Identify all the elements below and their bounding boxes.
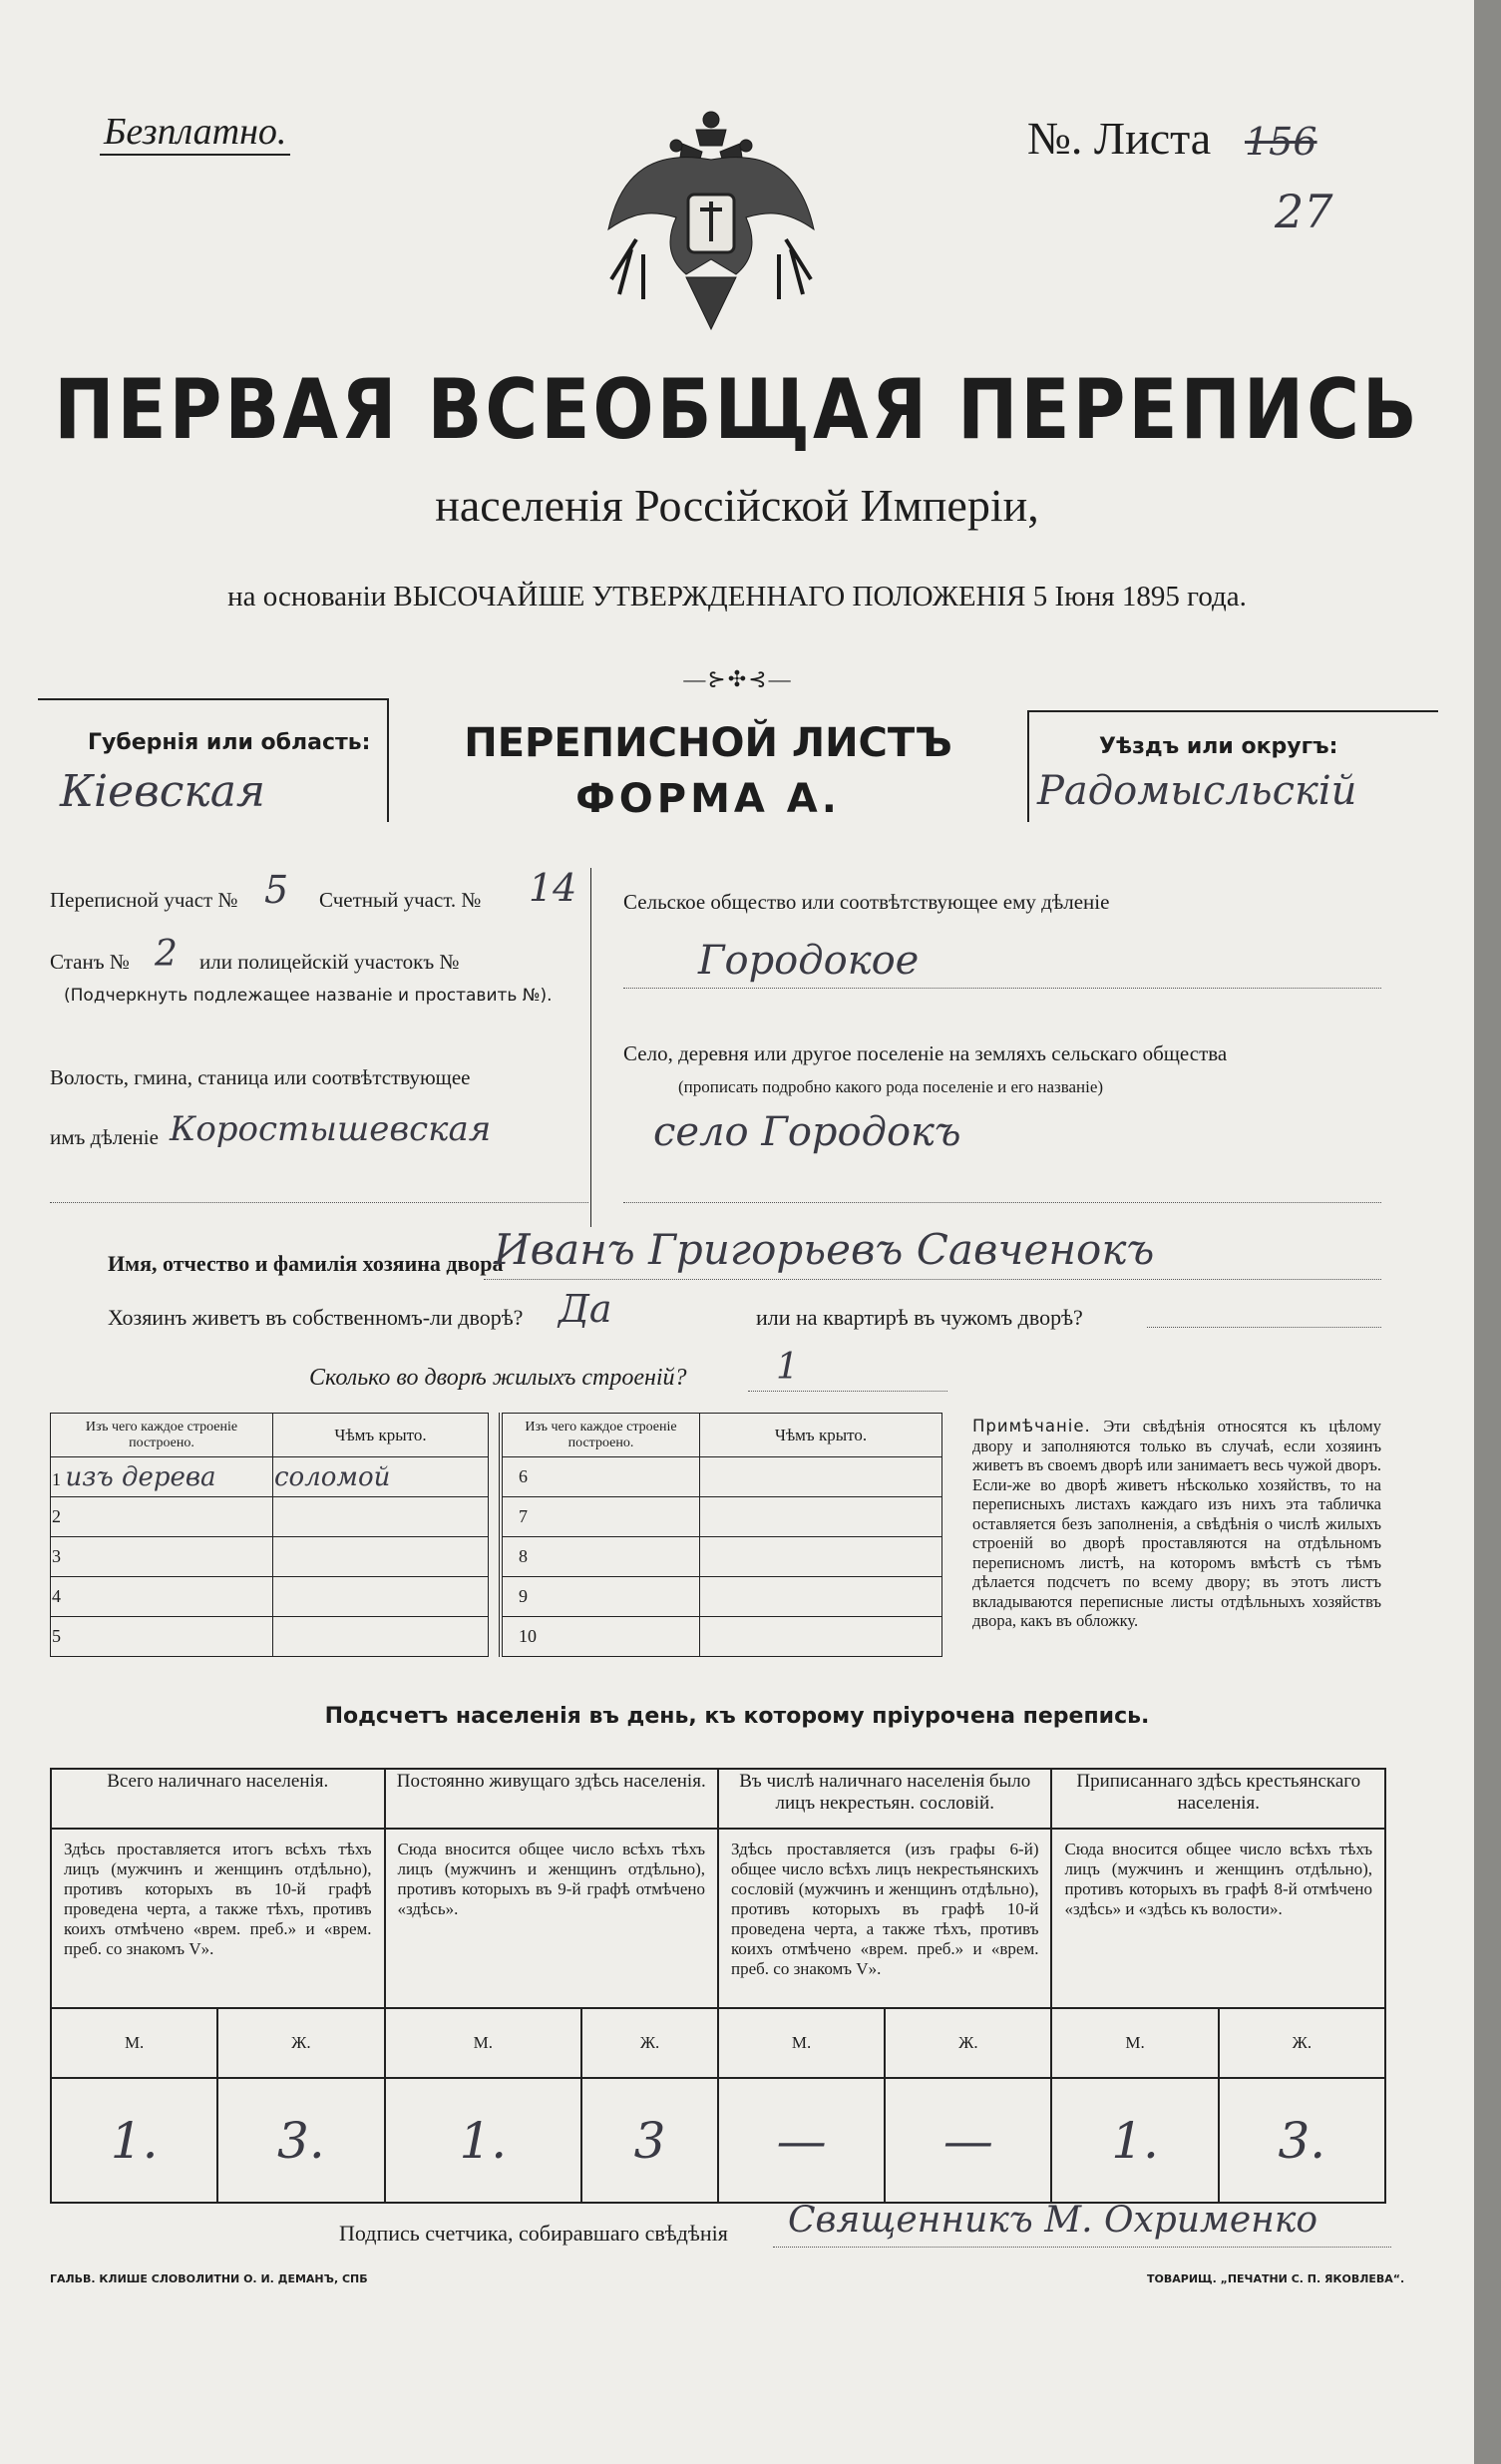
m-label: М. — [1051, 2008, 1218, 2078]
buildings-label: Сколько во дворѣ жилыхъ строеній? — [309, 1365, 687, 1391]
police-label: или полицейскій участокъ № — [199, 950, 460, 974]
main-title: ПЕРВАЯ ВСЕОБЩАЯ ПЕРЕПИСЬ — [54, 360, 1420, 458]
sheet-number-value: 156 — [1245, 120, 1317, 164]
building-row: 3 — [51, 1537, 273, 1577]
building-row: 4 — [51, 1577, 273, 1617]
total-male: 1. — [51, 2078, 217, 2203]
building-row: 1 изъ дерева — [51, 1457, 273, 1497]
pop-col-permanent-title: Постоянно живущаго здѣсь населенія. — [385, 1769, 718, 1829]
census-area-label: Переписной участ № — [50, 888, 238, 912]
subtitle: населенія Россійской Имперіи, — [435, 480, 1039, 531]
page-edge — [1474, 0, 1501, 2464]
section-divider — [590, 868, 591, 1227]
pop-col-peasant-desc: Сюда вносится общее число всѣхъ тѣхъ лицъ (мужчинъ и женщинъ отдѣльно), противъ которыхъ въ графѣ 8-й отмѣчено «здѣсь» и «здѣсь къ волости». — [1051, 1829, 1385, 2008]
volost-line-2 — [50, 1202, 588, 1203]
building-row: 10 — [501, 1617, 700, 1657]
pop-col-peasant-title: Приписаннаго здѣсь крестьянскаго населенія. — [1051, 1769, 1385, 1829]
signature-value: Священникъ М. Охрименко — [788, 2200, 1318, 2241]
permanent-male: 1. — [385, 2078, 582, 2203]
f-label: Ж. — [217, 2008, 384, 2078]
society-line — [623, 988, 1381, 989]
signature-label: Подпись счетчика, собиравшаго свѣдѣнія — [339, 2221, 728, 2246]
printer-right: ТОВАРИЩ. „ПЕЧАТНИ С. П. ЯКОВЛЕВА“. — [1147, 2272, 1405, 2285]
district-label: Уѣздъ или округъ: — [1099, 734, 1338, 759]
society-label: Сельское общество или соотвѣтствующее ему дѣленіе — [623, 890, 1110, 914]
population-table — [50, 1768, 1386, 2204]
building-row: 5 — [51, 1617, 273, 1657]
volost-value: Коростышевская — [170, 1109, 492, 1149]
buildings-line — [748, 1391, 947, 1392]
buildings-table-left — [50, 1413, 489, 1657]
col-material-2: Изъ чего каждое строеніе построено. — [501, 1414, 700, 1457]
building-row: 8 — [501, 1537, 700, 1577]
village-value: село Городокъ — [653, 1109, 961, 1155]
col-material: Изъ чего каждое строеніе построено. — [51, 1414, 273, 1457]
counting-area-label: Счетный участ. № — [319, 888, 482, 912]
total-female: 3. — [217, 2078, 384, 2203]
col-roof: Чѣмъ крыто. — [273, 1414, 489, 1457]
building-row: 9 — [501, 1577, 700, 1617]
nonpeasant-female: — — [885, 2078, 1051, 2203]
col-roof-2: Чѣмъ крыто. — [700, 1414, 942, 1457]
own-yard-label: Хозяинъ живетъ въ собственномъ-ли дворѣ? — [108, 1305, 524, 1330]
f-label: Ж. — [581, 2008, 718, 2078]
pop-col-nonpeasant-title: Въ числѣ наличнаго населенія было лицъ некрестьян. сословій. — [718, 1769, 1052, 1829]
pop-col-permanent-desc: Сюда вносится общее число всѣхъ тѣхъ лицъ (мужчинъ и женщинъ отдѣльно), противъ которыхъ въ 9-й графѣ отмѣчено «здѣсь». — [385, 1829, 718, 2008]
village-label: Село, деревня или другое поселеніе на земляхъ сельскаго общества — [623, 1041, 1228, 1065]
building-row: 6 — [501, 1457, 700, 1497]
province-label: Губернія или область: — [88, 730, 371, 755]
stan-label: Станъ № — [50, 950, 130, 974]
rent-line — [1147, 1327, 1381, 1328]
stan-value: 2 — [155, 934, 178, 975]
basis-text: на основаніи ВЫСОЧАЙШЕ УТВЕРЖДЕННАГО ПОЛОЖЕНІЯ 5 Іюня 1895 года. — [227, 581, 1247, 613]
free-label: Безплатно. — [100, 110, 290, 156]
ornament-divider: —⊱✣⊰— — [683, 666, 793, 691]
f-label: Ж. — [885, 2008, 1051, 2078]
buildings-value: 1 — [776, 1347, 799, 1388]
signature-line — [773, 2247, 1391, 2248]
owner-name-line — [484, 1279, 1381, 1280]
sheet-number-label: №. Листа — [1027, 113, 1212, 164]
f-label: Ж. — [1219, 2008, 1385, 2078]
population-heading: Подсчетъ населенія въ день, къ которому пріурочена перепись. — [324, 1704, 1150, 1729]
rent-label: или на квартирѣ въ чужомъ дворѣ? — [756, 1305, 1083, 1330]
m-label: М. — [718, 2008, 885, 2078]
owner-name-label: Имя, отчество и фамилія хозяина двора — [108, 1251, 504, 1276]
form-name: ПЕРЕПИСНОЙ ЛИСТЪ — [464, 720, 952, 766]
pop-col-total-desc: Здѣсь проставляется итогъ всѣхъ тѣхъ лицъ (мужчинъ и женщинъ отдѣльно), противъ которыхъ въ 10-й графѣ проведена черта, а также тѣхъ, противъ коихъ отмѣчено «врем. преб.» и «врем. преб. со знакомъ V». — [51, 1829, 385, 2008]
peasant-female: 3. — [1219, 2078, 1385, 2203]
village-note: (прописать подробно какого рода поселеніе и его названіе) — [678, 1077, 1104, 1096]
owner-name-value: Иванъ Григорьевъ Савченокъ — [494, 1225, 1155, 1274]
m-label: М. — [51, 2008, 217, 2078]
pop-col-nonpeasant-desc: Здѣсь проставляется (изъ графы 6-й) общее число всѣхъ лицъ некрестьянскихъ сословій (мужчинъ и женщинъ отдѣльно), противъ которыхъ въ графѣ 10-й проведена черта, а также тѣхъ, противъ коихъ отмѣчено «врем. преб.» и «врем. преб. со знакомъ V». — [718, 1829, 1052, 2008]
nonpeasant-male: — — [718, 2078, 885, 2203]
village-line — [623, 1202, 1381, 1203]
sheet-number-corrected: 27 — [1275, 185, 1333, 238]
province-value: Кіевская — [60, 766, 266, 817]
form-variant: ФОРМА А. — [575, 776, 841, 822]
volost-label: Волость, гмина, станица или соотвѣтствующее — [50, 1065, 471, 1089]
pop-col-total-title: Всего наличнаго населенія. — [51, 1769, 385, 1829]
district-value: Радомысльскій — [1037, 768, 1357, 814]
census-area-value: 5 — [264, 868, 289, 912]
peasant-male: 1. — [1051, 2078, 1218, 2203]
m-label: М. — [385, 2008, 582, 2078]
permanent-female: 3 — [581, 2078, 718, 2203]
note-title: Примѣчаніе. — [972, 1417, 1091, 1436]
own-yard-value: Да — [559, 1287, 612, 1331]
buildings-table-right — [499, 1413, 942, 1657]
building-row: 7 — [501, 1497, 700, 1537]
buildings-note — [972, 1417, 1381, 1631]
imperial-eagle-emblem — [596, 100, 826, 334]
underline-note: (Подчеркнуть подлежащее названіе и проставить №). — [64, 986, 553, 1006]
note-text: Эти свѣдѣнія относятся къ цѣлому двору и заполняются только въ случаѣ, если хозяинъ живетъ въ своемъ дворѣ или занимаетъ весь чужой дворъ. Если-же во дворѣ живетъ нѣсколько хозяйствъ, то на переписныхъ листахъ каждаго изъ нихъ эта табличка оставляется безъ заполненія, а свѣдѣнія о числѣ жилыхъ строеній во дворѣ проставляются на отдѣльномъ переписномъ листѣ, на которомъ вмѣстѣ съ тѣмъ дѣлается подсчетъ по всему двору; въ этотъ листъ вкладываются переписные листы отдѣльныхъ хозяйствъ двора, какъ въ обложку. — [972, 1417, 1381, 1630]
society-value: Городокое — [698, 938, 920, 984]
volost-label-2: имъ дѣленіе — [50, 1125, 159, 1149]
building-row: 2 — [51, 1497, 273, 1537]
building-roof: соломой — [273, 1457, 489, 1497]
printer-left: ГАЛЬВ. КЛИШЕ СЛОВОЛИТНИ О. И. ДЕМАНЪ, СПБ — [50, 2272, 368, 2285]
counting-area-value: 14 — [529, 866, 577, 910]
